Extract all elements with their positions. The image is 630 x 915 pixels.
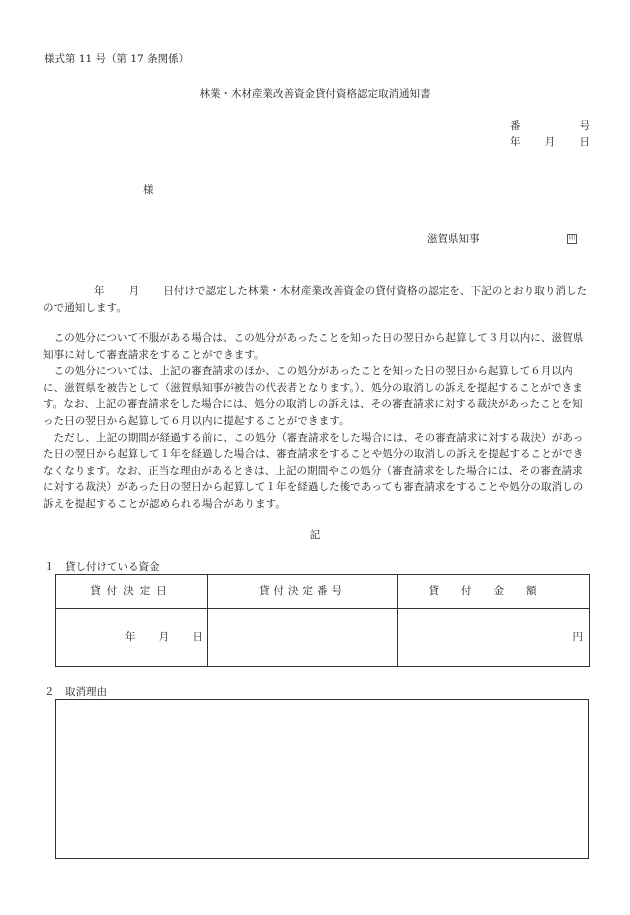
loan-table xyxy=(55,574,590,667)
decision-date-month: 月 xyxy=(158,631,170,644)
decision-date-year: 年 xyxy=(124,631,136,644)
ki-heading: 記 xyxy=(309,529,321,541)
issue-date-year: 年 xyxy=(510,136,521,148)
document-title: 林業・木材産業改善資金貸付資格認定取消通知書 xyxy=(199,88,431,100)
section1-heading: １ 貸し付けている資金 xyxy=(44,561,160,573)
appeal-paragraph: この処分については、上記の審査請求のほか、この処分があったことを知った日の翌日から起算して６月以内に、滋賀県を被告として（滋賀県知事が被告の代表者となります。）、処分の取消しの訴えを提起することができます。なお、上記の審査請求をした場合には、処分の取消しの訴えは、その審査請求に対する裁決があったことを知った日の翌日から起算して６月以内に提起することができます。 xyxy=(43,365,583,427)
table-row xyxy=(56,609,590,667)
column-header-decision-number: 貸付決定番号 xyxy=(208,575,398,609)
number-label: 番 xyxy=(510,120,521,132)
decision-number-cell[interactable] xyxy=(208,609,398,667)
cancellation-reason-box[interactable] xyxy=(55,699,589,859)
number-suffix: 号 xyxy=(579,120,590,132)
reference-number-line xyxy=(510,120,590,133)
decision-date-cell[interactable] xyxy=(56,609,208,667)
decision-date-day: 日 xyxy=(192,631,203,644)
issuer-name: 滋賀県知事 xyxy=(427,233,480,245)
addressee-honorific: 様 xyxy=(143,184,154,196)
column-header-amount: 貸付金額 xyxy=(398,575,590,609)
amount-cell[interactable] xyxy=(398,609,590,667)
seal-icon: 印 xyxy=(568,235,575,242)
section2-heading: ２ 取消理由 xyxy=(44,686,107,698)
form-number: 様式第 11 号（第 17 条関係） xyxy=(44,53,190,65)
appeal-paragraph: この処分について不服がある場合は、この処分があったことを知った日の翌日から起算して３月以内に、滋賀県知事に対して審査請求をすることができます。 xyxy=(43,332,584,361)
amount-unit: 円 xyxy=(572,631,583,644)
notice-text: 日付けで認定した林業・木材産業改善資金の貸付資格の認定を、下記のとおり取り消したので通知します。 xyxy=(43,285,588,314)
notice-date-month: 月 xyxy=(128,285,140,297)
table-header-row xyxy=(56,575,590,609)
appeal-paragraph: ただし、上記の期間が経過する前に、この処分（審査請求をした場合には、その審査請求に対する裁決）があった日の翌日から起算して１年を経過した場合は、審査請求をすることや処分の取消しの訴えを提起することができなくなります。なお、正当な理由があるときは、上記の期間やこの処分（審査請求をした場合には、その審査請求に対する裁決）があった日の翌日から起算して１年を経過した後であっても審査請求をすることや処分の取消しの訴えを提起することが認められる場合があります。 xyxy=(43,431,584,510)
notice-paragraph xyxy=(43,283,591,316)
issue-date-line xyxy=(510,136,590,149)
issue-date-day: 日 xyxy=(579,136,590,148)
issue-date-month: 月 xyxy=(544,136,556,148)
notice-date-year: 年 xyxy=(94,285,105,297)
column-header-decision-date: 貸付決定日 xyxy=(56,575,208,609)
appeal-instructions xyxy=(43,330,591,513)
